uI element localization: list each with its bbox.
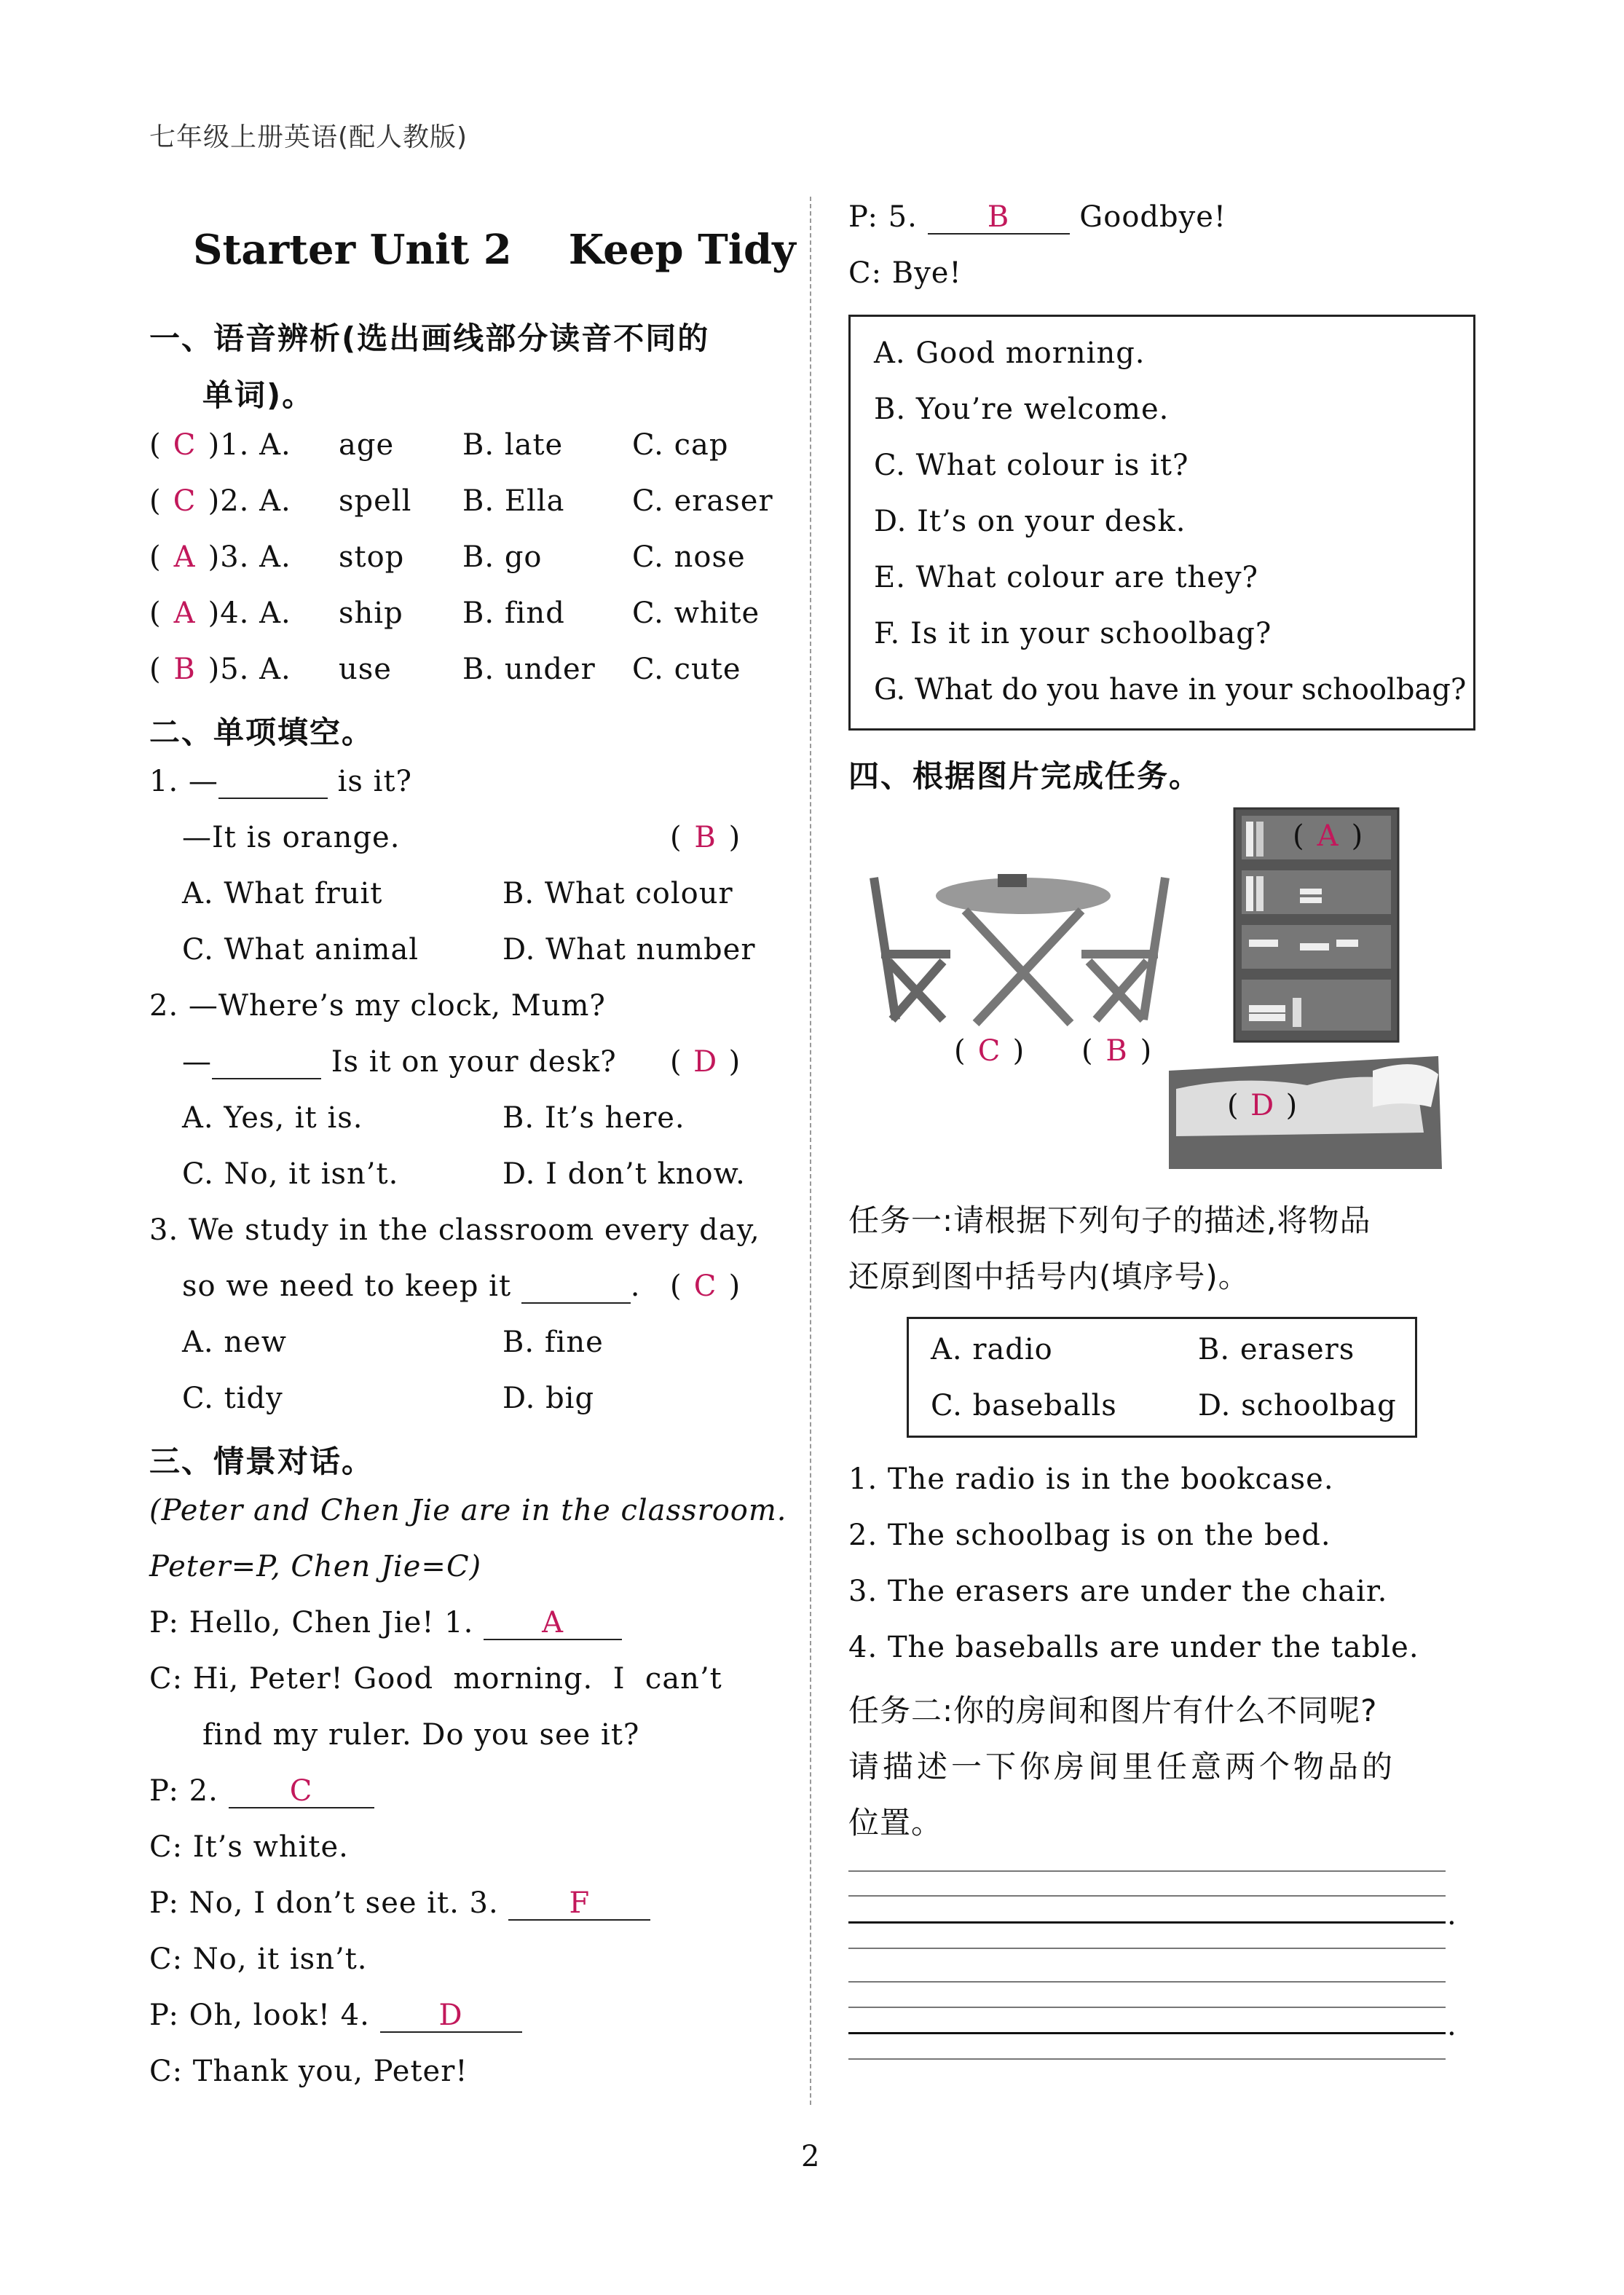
label-bed: ( D ) <box>1227 1089 1298 1122</box>
section1-heading-cont: 单词)。 <box>202 377 315 413</box>
dialog-line-2: C: Hi, Peter! Good morning. I can’t <box>149 1662 722 1696</box>
section4-heading: 四、根据图片完成任务。 <box>848 758 1202 794</box>
task1-line2: 还原到图中括号内(填序号)。 <box>848 1259 1250 1294</box>
s2-q3-line1: 3. We study in the classroom every day, <box>149 1213 760 1247</box>
s2-q1-answer: ( B ) <box>670 821 741 854</box>
s2-q1-line1: 1. — is it? <box>149 765 412 798</box>
s2-q1-opt-b: B. What colour <box>502 877 733 910</box>
item-b: B. erasers <box>1198 1333 1355 1366</box>
s2-q2-line1: 2. —Where’s my clock, Mum? <box>149 989 606 1023</box>
s2-q2-opt-b: B. It’s here. <box>502 1101 685 1135</box>
answer: C <box>173 484 197 518</box>
dialog-option-b: B. You’re welcome. <box>874 393 1170 426</box>
writing-guide-line <box>848 1981 1446 1983</box>
s2-q3-answer: ( C ) <box>670 1269 741 1303</box>
dialog-option-a: A. Good morning. <box>874 336 1146 370</box>
table-illustration <box>936 874 1111 1023</box>
s2-q3-opt-a: A. new <box>182 1326 287 1359</box>
s1-item-1: ( C )1. A. <box>149 428 291 462</box>
s1-item-5-b: B. under <box>462 653 596 686</box>
s1-item-2-a: spell <box>339 484 412 518</box>
dialog-option-d: D. It’s on your desk. <box>874 505 1186 538</box>
dialog-line-2b: find my ruler. Do you see it? <box>202 1718 640 1752</box>
dialog-line-6: C: No, it isn’t. <box>149 1942 368 1976</box>
task2-line2: 请描述一下你房间里任意两个物品的 <box>848 1749 1397 1784</box>
s1-item-1-b: B. late <box>462 428 564 462</box>
s1-item-3-a: stop <box>339 540 405 574</box>
item-c: C. baseballs <box>931 1389 1117 1422</box>
writing-guide-line <box>848 2007 1446 2008</box>
column-divider <box>810 197 811 2105</box>
s2-q2-line2: — Is it on your desk? <box>182 1045 617 1079</box>
writing-period-1: . <box>1447 1898 1457 1932</box>
writing-guide-line <box>848 1870 1446 1872</box>
dialog-line-7: P: Oh, look! 4. D <box>149 1999 522 2033</box>
task1-line1: 任务一:请根据下列句子的描述,将物品 <box>848 1202 1371 1238</box>
answer: C <box>173 428 197 462</box>
s1-item-2-b: B. Ella <box>462 484 565 518</box>
dialog-blank-2: C <box>229 1775 374 1808</box>
section3-heading: 三、情景对话。 <box>149 1444 374 1479</box>
answer: A <box>173 540 196 574</box>
s1-item-3: ( A )3. A. <box>149 540 291 574</box>
dialog-blank-4: D <box>380 1999 522 2033</box>
s1-item-5-c: C. cute <box>632 653 741 686</box>
s2-q3-opt-d: D. big <box>502 1382 595 1415</box>
s1-item-2: ( C )2. A. <box>149 484 291 518</box>
s1-item-3-c: C. nose <box>632 540 746 574</box>
room-illustration <box>863 801 1460 1180</box>
s1-item-5-a: use <box>339 653 392 686</box>
task1-sentence-2: 2. The schoolbag is on the bed. <box>848 1519 1331 1552</box>
dialog-blank-1: A <box>484 1607 622 1640</box>
dialog-blank-5: B <box>928 201 1070 235</box>
running-header: 七年级上册英语(配人教版) <box>149 122 468 152</box>
s1-item-3-b: B. go <box>462 540 543 574</box>
dialog-line-5: P: No, I don’t see it. 3. F <box>149 1886 650 1921</box>
task1-sentence-4: 4. The baseballs are under the table. <box>848 1631 1419 1664</box>
dialog-option-c: C. What colour is it? <box>874 449 1189 482</box>
dialog-line-8: C: Thank you, Peter! <box>149 2055 468 2088</box>
dialog-blank-3: F <box>508 1887 650 1921</box>
task2-line1: 任务二:你的房间和图片有什么不同呢? <box>848 1693 1378 1728</box>
dialog-line-10: C: Bye! <box>848 256 962 290</box>
s2-q3-line2: so we need to keep it . <box>182 1269 641 1303</box>
s2-q1-line2: —It is orange. <box>182 821 401 854</box>
answer: A <box>173 597 196 630</box>
dialog-line-4: C: It’s white. <box>149 1830 349 1864</box>
answer: B <box>173 653 196 686</box>
label-bookcase: ( A ) <box>1293 819 1364 853</box>
writing-guide-line <box>848 1948 1446 1949</box>
dialog-option-g: G. What do you have in your schoolbag? <box>874 673 1467 706</box>
dialog-option-f: F. Is it in your schoolbag? <box>874 617 1272 650</box>
s2-q2-opt-a: A. Yes, it is. <box>182 1101 363 1135</box>
s3-intro-1: (Peter and Chen Jie are in the classroom. <box>149 1494 787 1527</box>
item-d: D. schoolbag <box>1198 1389 1397 1422</box>
s2-q1-opt-c: C. What animal <box>182 933 419 967</box>
writing-baseline-1[interactable] <box>848 1921 1446 1924</box>
s2-q2-opt-d: D. I don’t know. <box>502 1157 746 1191</box>
task1-sentence-1: 1. The radio is in the bookcase. <box>848 1463 1334 1496</box>
label-chair: ( C ) <box>954 1034 1025 1068</box>
s1-item-4: ( A )4. A. <box>149 597 291 630</box>
unit-title: Starter Unit 2 Keep Tidy <box>193 226 796 274</box>
s1-item-1-c: C. cap <box>632 428 729 462</box>
s1-item-4-b: B. find <box>462 597 565 630</box>
s2-q3-opt-c: C. tidy <box>182 1382 283 1415</box>
bed-illustration <box>1169 1056 1442 1169</box>
s2-q3-opt-b: B. fine <box>502 1326 604 1359</box>
section1-heading: 一、语音辨析(选出画线部分读音不同的 <box>149 320 710 356</box>
s2-q1-opt-d: D. What number <box>502 933 756 967</box>
s1-item-1-a: age <box>339 428 395 462</box>
item-a: A. radio <box>931 1333 1053 1366</box>
label-table: ( B ) <box>1081 1034 1153 1068</box>
dialog-line-3: P: 2. C <box>149 1774 374 1808</box>
dialog-line-9: P: 5. B Goodbye! <box>848 200 1226 234</box>
task2-line3: 位置。 <box>848 1805 943 1841</box>
writing-guide-line <box>848 2058 1446 2060</box>
dialog-option-e: E. What colour are they? <box>874 561 1259 594</box>
page-number: 2 <box>801 2140 821 2173</box>
writing-baseline-2[interactable] <box>848 2032 1446 2034</box>
dialog-line-1: P: Hello, Chen Jie! 1. A <box>149 1606 622 1640</box>
s3-intro-2: Peter=P, Chen Jie=C) <box>149 1550 482 1583</box>
s1-item-4-c: C. white <box>632 597 760 630</box>
section2-heading: 二、单项填空。 <box>149 715 374 750</box>
writing-guide-line <box>848 1895 1446 1897</box>
s1-item-4-a: ship <box>339 597 403 630</box>
task1-sentence-3: 3. The erasers are under the chair. <box>848 1575 1388 1608</box>
s2-q2-answer: ( D ) <box>670 1045 741 1079</box>
s1-item-2-c: C. eraser <box>632 484 773 518</box>
s1-item-5: ( B )5. A. <box>149 653 291 686</box>
s2-q2-opt-c: C. No, it isn’t. <box>182 1157 399 1191</box>
s2-q1-opt-a: A. What fruit <box>182 877 383 910</box>
writing-period-2: . <box>1447 2009 1457 2042</box>
